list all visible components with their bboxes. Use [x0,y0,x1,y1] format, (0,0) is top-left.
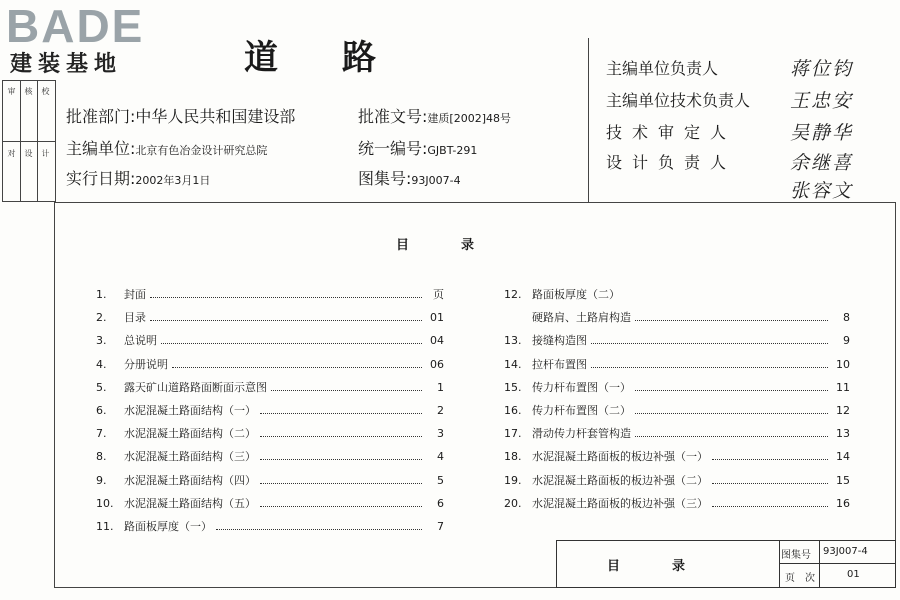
toc-row [504,425,850,441]
toc-label: 接缝构造图 [532,334,587,348]
toc-page: 16 [836,496,850,510]
unified-no [358,136,477,159]
toc-number: 19. [504,473,522,487]
toc-number: 7. [96,427,107,441]
signature: 张容文 [790,180,854,202]
approval-doc-value: 建质[2002]48号 [427,112,511,125]
toc-page: 15 [836,473,850,487]
toc-leader-dots [260,428,422,437]
toc-label: 水泥混凝土路面板的板边补强（二） [532,473,708,487]
toc-number: 4. [96,357,107,371]
toc-row [96,448,444,464]
signoff-strip [2,80,56,202]
toc-number: 15. [504,380,522,394]
toc-page: 页 [433,288,444,301]
toc-leader-dots [150,289,422,298]
atlas-no-value: 93J007-4 [411,174,461,187]
toc-label: 总说明 [124,334,157,348]
toc-leader-dots [260,405,422,414]
logo-wordmark: BADE [6,0,145,52]
toc-number: 11. [96,520,114,533]
title-block-name: 目 录 [607,559,686,574]
toc-label: 路面板厚度（一） [124,520,212,533]
toc-label: 传力杆布置图（二） [532,404,631,417]
toc-label: 水泥混凝土路面结构（二） [124,427,256,441]
brand-logo [2,2,170,80]
role-chief-editor: 主编单位负责人 [606,59,719,78]
toc-label: 水泥混凝土路面结构（三） [124,450,256,464]
signature: 吴静华 [790,122,854,144]
toc-leader-dots [712,475,828,484]
toc-label: 水泥混凝土路面板的板边补强（一） [532,450,708,464]
toc-leader-dots [260,451,422,460]
toc-number: 16. [504,404,522,417]
editor-unit [66,136,267,159]
toc-leader-dots [271,382,422,391]
toc-row [96,356,444,372]
role-design-lead: 设计负责人 [606,153,737,172]
role-tech-reviewer: 技术审定人 [606,123,737,142]
toc-number: 9. [96,473,107,487]
strip-cell: 设 [24,149,33,157]
approval-doc-label: 批准文号: [358,107,428,126]
signature: 蒋位钧 [790,58,854,80]
toc-number: 13. [504,334,522,348]
atlas-value: 93J007-4 [823,546,868,557]
toc-page: 11 [836,380,850,394]
toc-leader-dots [635,428,828,437]
toc-row [504,402,850,418]
toc-row [504,472,850,488]
toc-row [96,518,444,534]
page-label: 页 次 [785,573,815,584]
toc-number: 17. [504,427,522,441]
toc-label: 滑动传力杆套管构造 [532,427,631,441]
toc-label: 拉杆布置图 [532,357,587,371]
toc-page: 01 [430,311,444,325]
toc-leader-dots [635,405,828,414]
toc-page: 9 [843,334,850,348]
toc-leader-dots [712,498,828,507]
toc-row [96,472,444,488]
toc-leader-dots [635,382,828,391]
toc-page: 04 [430,334,444,348]
effective-date [66,166,210,189]
toc-label: 露天矿山道路路面断面示意图 [124,380,267,394]
toc-row [504,495,850,511]
toc-page: 14 [836,450,850,464]
strip-cell: 核 [24,87,33,95]
toc-page: 06 [430,357,444,371]
toc-leader-dots [591,335,828,344]
atlas-no [358,166,461,189]
toc-page: 5 [437,473,444,487]
toc-leader-dots [150,312,422,321]
toc-page: 8 [843,311,850,325]
toc-number: 14. [504,357,522,371]
toc-title: 目 录 [396,238,475,253]
toc-page: 10 [836,357,850,371]
approving-dept-value: 中华人民共和国建设部 [135,107,296,126]
toc-row [504,356,850,372]
toc-number: 5. [96,380,107,394]
title-block [556,540,896,588]
toc-page: 4 [437,450,444,464]
unified-no-value: GJBT-291 [427,144,478,157]
toc-row [96,425,444,441]
toc-row [504,332,850,348]
toc-number: 2. [96,311,107,325]
header-separator [588,38,589,202]
toc-page: 6 [437,496,444,510]
unified-no-label: 统一编号: [358,139,428,158]
toc-page: 3 [437,427,444,441]
toc-number: 1. [96,288,107,301]
toc-label: 路面板厚度（二） [532,288,620,301]
toc-row [96,332,444,348]
toc-leader-dots [591,359,828,368]
toc-row [504,309,850,325]
toc-row [504,379,850,395]
toc-label: 水泥混凝土路面结构（四） [124,473,256,487]
toc-label: 水泥混凝土路面结构（一） [124,404,256,417]
atlas-no-label: 图集号: [358,169,412,188]
toc-leader-dots [161,335,422,344]
toc-number: 6. [96,404,107,417]
signature: 王忠安 [790,90,854,112]
editor-unit-value: 北京有色冶金设计研究总院 [135,144,268,157]
approving-dept [66,104,295,127]
toc-leader-dots [260,498,422,507]
toc-row [96,402,444,418]
toc-leader-dots [712,451,828,460]
strip-cell: 计 [41,149,50,157]
toc-label: 传力杆布置图（一） [532,380,631,394]
toc-page: 7 [437,520,444,533]
toc-row [96,286,444,302]
signature: 余继喜 [790,152,854,174]
toc-row [504,448,850,464]
toc-row [96,495,444,511]
toc-label: 水泥混凝土路面结构（五） [124,496,256,510]
role-chief-tech: 主编单位技术负责人 [606,91,751,110]
toc-label: 分册说明 [124,357,168,371]
toc-label: 硬路肩、土路肩构造 [532,311,631,325]
toc-number: 12. [504,288,522,301]
toc-leader-dots [260,475,422,484]
toc-leader-dots [635,312,828,321]
toc-row [96,379,444,395]
strip-cell: 审 [7,87,16,95]
toc-page: 13 [836,427,850,441]
toc-number: 18. [504,450,522,464]
atlas-label: 图集号 [781,550,811,561]
toc-leader-dots [216,521,422,530]
effective-date-value: 2002年3月1日 [135,174,211,187]
strip-cell: 对 [7,149,16,157]
toc-number: 3. [96,334,107,348]
approving-dept-label: 批准部门: [66,107,136,126]
effective-date-label: 实行日期: [66,169,136,188]
toc-number: 8. [96,450,107,464]
toc-page: 1 [437,380,444,394]
toc-label: 水泥混凝土路面板的板边补强（三） [532,496,708,510]
toc-row [504,286,850,302]
toc-label: 封面 [124,288,146,301]
strip-cell: 校 [41,87,50,95]
toc-number: 20. [504,496,522,510]
toc-row [96,309,444,325]
toc-number: 10. [96,496,114,510]
editor-unit-label: 主编单位: [66,139,136,158]
toc-label: 目录 [124,311,146,325]
approval-doc [358,104,511,127]
document-title: 道路 [244,38,440,78]
toc-page: 12 [836,404,850,417]
logo-subtitle: 建装基地 [10,52,123,77]
toc-leader-dots [172,359,422,368]
page-value: 01 [847,569,860,580]
toc-page: 2 [437,404,444,417]
